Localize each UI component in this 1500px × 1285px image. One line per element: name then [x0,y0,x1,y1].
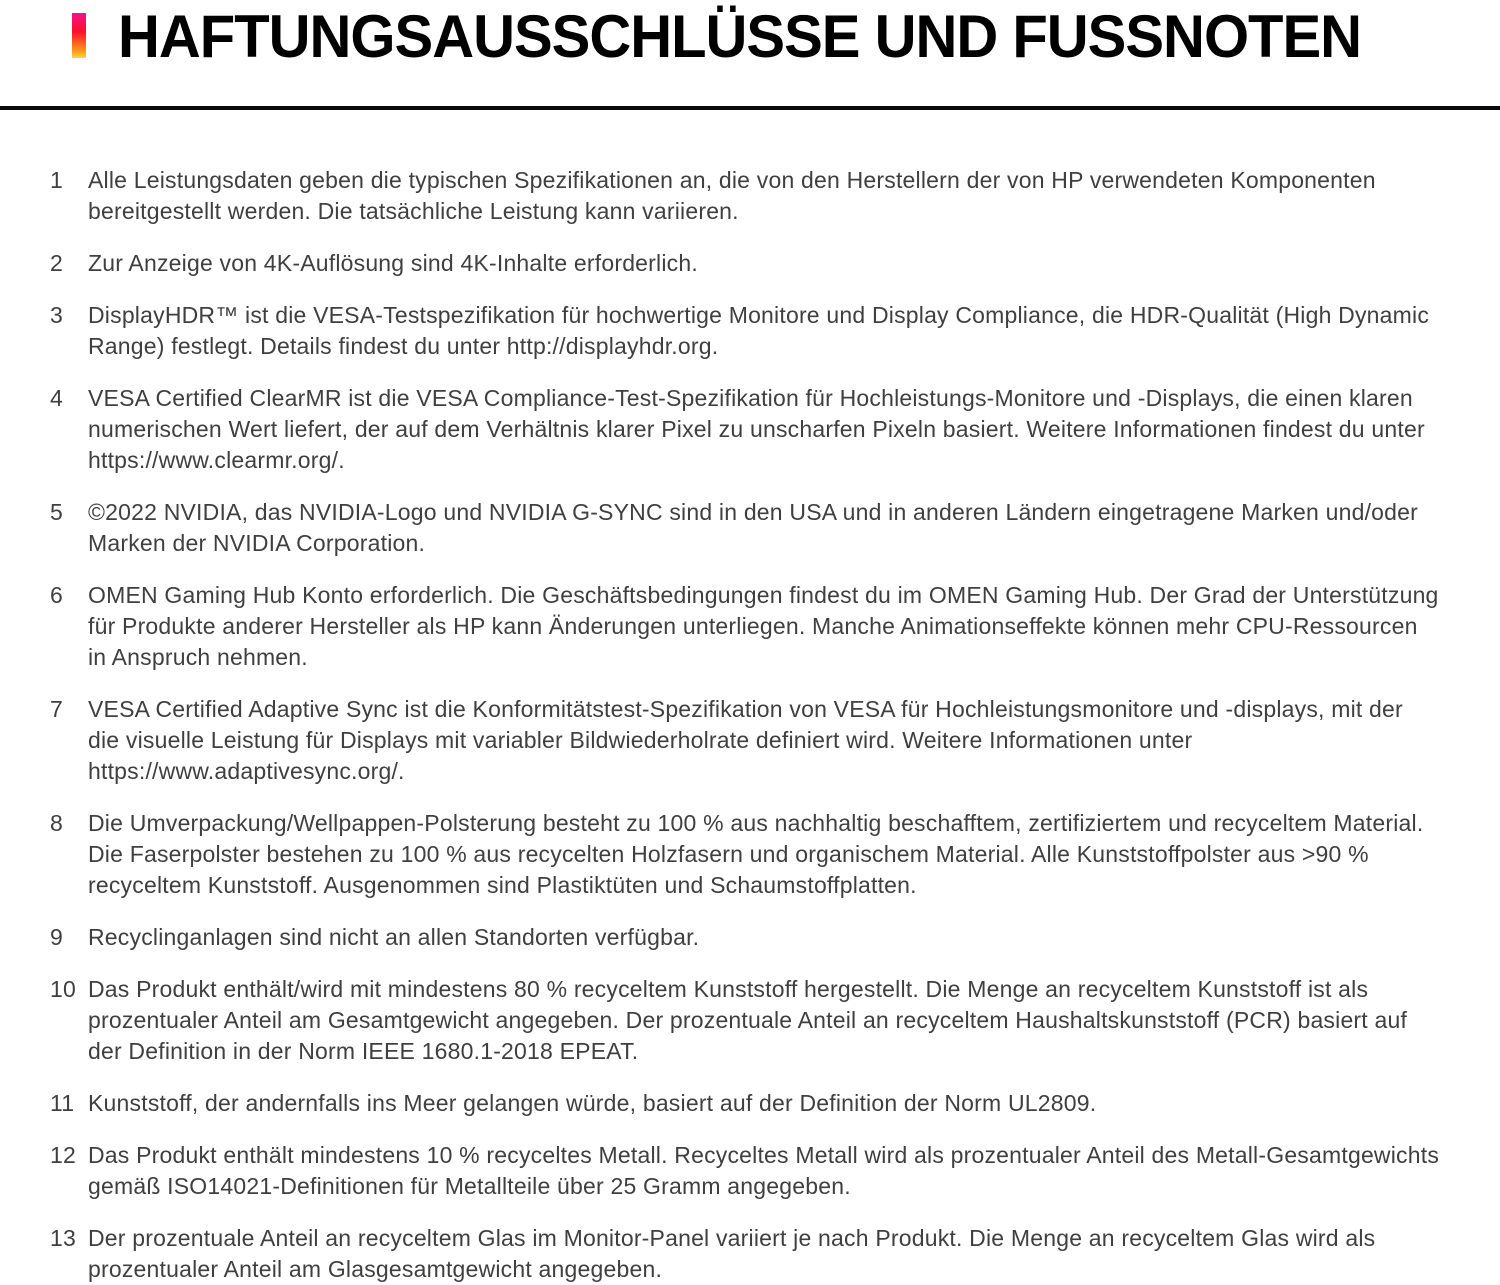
footnote-number: 9 [50,924,63,950]
footnote-text: Kunststoff, der andernfalls ins Meer gelangen würde, basiert auf der Definition der Norm UL2809. [88,1090,1097,1116]
footnote-item [50,1223,1440,1285]
footnote-number: 4 [50,385,63,411]
footnote-text: Das Produkt enthält/wird mit mindestens 80 % recyceltem Kunststoff hergestellt. Die Menge an recyceltem Kunststoff ist als prozentualer Anteil am Gesamtgewicht angegeben. Der prozentuale Anteil an recyceltem Haushaltskunststoff (PCR) basiert auf der Definition in der Norm IEEE 1680.1-2018 EPEAT. [88,976,1408,1064]
header-divider [0,106,1500,110]
title-accent-bar [72,13,86,58]
footnote-item [50,974,1440,1067]
footnote-text: OMEN Gaming Hub Konto erforderlich. Die Geschäftsbedingungen findest du im OMEN Gaming Hub. Der Grad der Unterstützung für Produkte anderer Hersteller als HP kann Änderungen unterliegen. Manche Animationseffekte können mehr CPU-Ressourcen in Anspruch nehmen. [88,582,1439,670]
footnote-number: 5 [50,499,63,525]
footnote-text: VESA Certified ClearMR ist die VESA Compliance-Test-Spezifikation für Hochleistungs-Monitore und -Displays, die einen klaren numerischen Wert liefert, der auf dem Verhältnis klarer Pixel zu unscharfen Pixeln basiert. Weitere Informationen findest du unter https://www.clearmr.org/. [88,385,1425,473]
footnote-item [50,1140,1440,1202]
footnote-number: 10 [50,976,76,1002]
footnote-text: Das Produkt enthält mindestens 10 % recyceltes Metall. Recyceltes Metall wird als prozentualer Anteil des Metall-Gesamtgewichts gemäß ISO14021-Definitionen für Metallteile über 25 Gramm angegeben. [88,1142,1440,1199]
footnote-item [50,808,1440,901]
footnote-number: 13 [50,1225,76,1251]
footnote-text: Die Umverpackung/Wellpappen-Polsterung besteht zu 100 % aus nachhaltig beschafftem, zertifiziertem und recyceltem Material. Die Faserpolster bestehen zu 100 % aus recycelten Holzfasern und organischem Material. Alle Kunststoffpolster aus >90 % recyceltem Kunststoff. Ausgenommen sind Plastiktüten und Schaumstoffplatten. [88,810,1424,898]
footnote-text: VESA Certified Adaptive Sync ist die Konformitätstest-Spezifikation von VESA für Hochleistungsmonitore und -displays, mit der die visuelle Leistung für Displays mit variabler Bildwiederholrate definiert wird. Weitere Informationen unter https://www.adaptivesync.org/. [88,696,1403,784]
footnote-number: 1 [50,167,63,193]
footnote-number: 2 [50,250,63,276]
footnote-text: Zur Anzeige von 4K-Auflösung sind 4K-Inhalte erforderlich. [88,250,698,276]
footnote-text: Recyclinganlagen sind nicht an allen Standorten verfügbar. [88,924,700,950]
footnote-number: 3 [50,302,63,328]
footnote-number: 7 [50,696,63,722]
footnote-number: 6 [50,582,63,608]
footnote-number: 12 [50,1142,76,1168]
footnote-item [50,383,1440,476]
footnote-item [50,248,1440,279]
footnote-item [50,497,1440,559]
footnote-number: 11 [50,1090,75,1116]
footnote-list [0,165,1500,1285]
footnote-item [50,1088,1440,1119]
page-title: HAFTUNGSAUSSCHLÜSSE UND FUSSNOTEN [118,2,1362,71]
footnote-text: Alle Leistungsdaten geben die typischen Spezifikationen an, die von den Herstellern der von HP verwendeten Komponenten bereitgestellt werden. Die tatsächliche Leistung kann variieren. [88,167,1376,224]
footnote-item [50,300,1440,362]
footnote-number: 8 [50,810,63,836]
footnote-text: Der prozentuale Anteil an recyceltem Glas im Monitor-Panel variiert je nach Produkt. Die Menge an recyceltem Glas wird als prozentualer Anteil am Glasgesamtgewicht angegeben. [88,1225,1376,1282]
footnote-item [50,165,1440,227]
footnote-item [50,922,1440,953]
page-header [0,0,1500,71]
footnote-text: ©2022 NVIDIA, das NVIDIA-Logo und NVIDIA G-SYNC sind in den USA und in anderen Ländern eingetragene Marken und/oder Marken der NVIDIA Corporation. [88,499,1419,556]
footnote-item [50,580,1440,673]
footnote-item [50,694,1440,787]
footnote-text: DisplayHDR™ ist die VESA-Testspezifikation für hochwertige Monitore und Display Compliance, die HDR-Qualität (High Dynamic Range) festlegt. Details findest du unter http://displayhdr.org. [88,302,1430,359]
